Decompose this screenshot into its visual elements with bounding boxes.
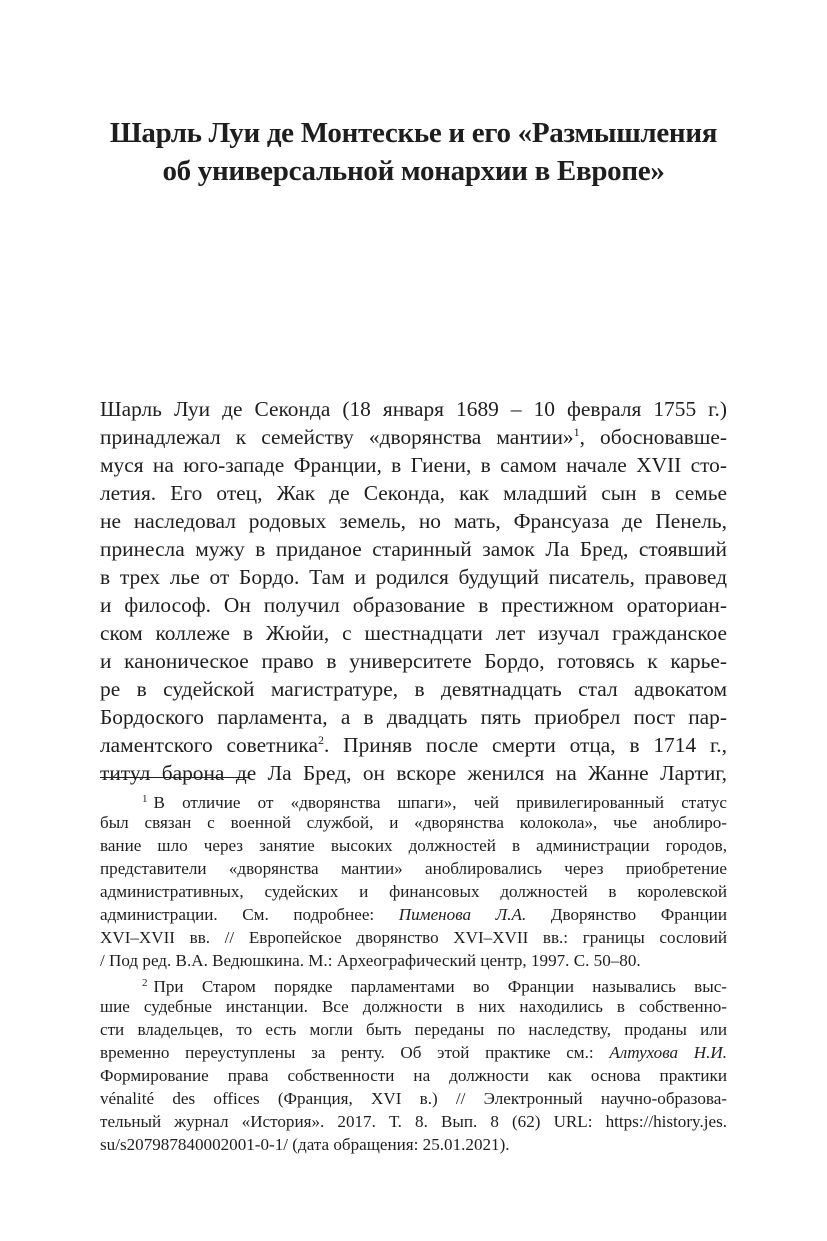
footnote-marker: 2 bbox=[142, 977, 148, 989]
footnote-line: XVI–XVII вв. // Европейское дворянство XVI–XVII вв.: границы сословий bbox=[100, 928, 727, 947]
footnote-line: сти владельцев, то есть могли быть переданы по наследству, проданы или bbox=[100, 1020, 727, 1039]
author-name: Алтухова Н.И. bbox=[609, 1043, 727, 1062]
text-line: не наследовал родовых земель, но мать, Франсуаза де Пенель, bbox=[100, 509, 727, 533]
chapter-title bbox=[100, 114, 727, 190]
footnote-ref-1[interactable]: 1 bbox=[573, 425, 580, 439]
text-line: принадлежал к семейству «дворянства мантии»$^1$, обосновавше- bbox=[100, 425, 727, 449]
text-line: ском коллеже в Жюйи, с шестнадцати лет изучал гражданское bbox=[100, 621, 727, 645]
chapter-title-line-2: об универсальной монархии в Европе» bbox=[162, 155, 665, 187]
footnote-line: $^2$ При Старом порядке парламентами во Франции назывались выс- bbox=[142, 977, 727, 996]
footnote-line: представители «дворянства мантии» аноблировались через приобретение bbox=[100, 859, 727, 878]
footnote-url-line: su/s207987840002001-0-1/ (дата обращения: 25.01.2021). bbox=[100, 1135, 510, 1154]
text-line: ламентского советника$^2$. Приняв после смерти отца, в 1714 г., bbox=[100, 733, 727, 757]
text-line: Бордоского парламента, а в двадцать пять приобрел пост пар- bbox=[100, 705, 727, 729]
footnote-line: Формирование права собственности на должности как основа практики bbox=[100, 1066, 727, 1085]
footnote-line: $^1$ В отличие от «дворянства шпаги», чей привилегированный статус bbox=[142, 793, 727, 812]
footnotes bbox=[100, 788, 727, 1156]
footnote-line: администрации. См. подробнее: Пименова Л.А. Дворянство Франции bbox=[100, 905, 727, 924]
footnote-line: был связан с военной службой, и «дворянства колокола», чье аноблиро- bbox=[100, 813, 727, 832]
chapter-title-line-1: Шарль Луи де Монтескье и его «Размышления bbox=[109, 117, 718, 149]
footnote-line: / Под ред. В.А. Ведюшкина. М.: Археографический центр, 1997. С. 50–80. bbox=[100, 951, 641, 970]
text-line: и каноническое право в университете Бордо, готовясь к карье- bbox=[100, 649, 727, 673]
text-line: летия. Его отец, Жак де Секонда, как младший сын в семье bbox=[100, 481, 727, 505]
footnote-2 bbox=[100, 972, 727, 1156]
footnote-line: административных, судейских и финансовых должностей в королевской bbox=[100, 882, 727, 901]
text-line: титул барона де Ла Бред, он вскоре женился на Жанне Лартиг, bbox=[100, 761, 727, 785]
text-line: муся на юго-западе Франции, в Гиени, в самом начале XVII сто- bbox=[100, 453, 727, 477]
text-line: и философ. Он получил образование в престижном ораториан- bbox=[100, 593, 727, 617]
text-line: ре в судейской магистратуре, в девятнадцать стал адвокатом bbox=[100, 677, 727, 701]
footnote-1 bbox=[100, 788, 727, 972]
footnote-line: тельный журнал «История». 2017. Т. 8. Вып. 8 (62) URL: https://history.jes. bbox=[100, 1112, 727, 1131]
text-line: принесла мужу в приданое старинный замок Ла Бред, стоявший bbox=[100, 537, 727, 561]
text-line: Шарль Луи де Секонда (18 января 1689 – 10 февраля 1755 г.) bbox=[100, 397, 727, 421]
footnote-line: временно переуступлены за ренту. Об этой практике см.: Алтухова Н.И. bbox=[100, 1043, 727, 1062]
text-line: в трех лье от Бордо. Там и родился будущий писатель, правовед bbox=[100, 565, 727, 589]
footnote-line: шие судебные инстанции. Все должности в них находились в собственно- bbox=[100, 997, 727, 1016]
footnote-line: vénalité des offices (Франция, XVI в.) // Электронный научно-образова- bbox=[100, 1089, 727, 1108]
footnote-ref-2[interactable]: 2 bbox=[317, 733, 324, 747]
footnote-separator bbox=[100, 777, 249, 778]
body-paragraph bbox=[100, 395, 727, 787]
footnote-marker: 1 bbox=[142, 793, 148, 805]
footnote-line: вание шло через занятие высоких должностей в администрации городов, bbox=[100, 836, 727, 855]
author-name: Пименова Л.А. bbox=[398, 905, 527, 924]
